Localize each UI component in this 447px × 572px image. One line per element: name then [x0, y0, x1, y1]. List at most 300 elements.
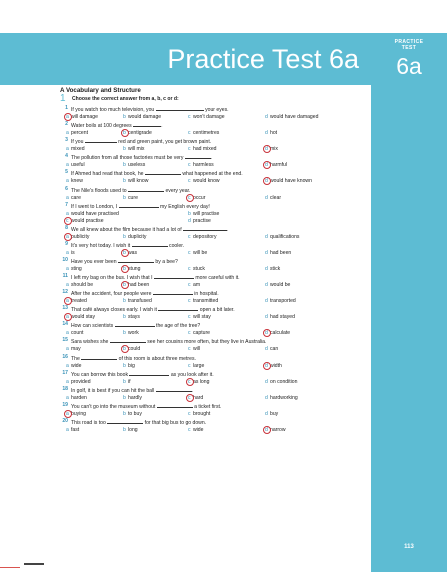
option-text: hardly — [128, 394, 142, 401]
option-letter: c — [188, 114, 191, 121]
question-fragment: In golf, it is best if you can hit the ball — [71, 387, 156, 394]
question-number: 1 — [65, 105, 68, 112]
option-a[interactable] — [66, 346, 81, 353]
question-text — [60, 337, 365, 346]
option-text: had been — [128, 282, 150, 289]
option-letter: c — [188, 249, 191, 256]
option-text: stick — [270, 265, 281, 272]
option-d[interactable] — [265, 130, 277, 137]
option-c[interactable] — [188, 346, 200, 353]
option-text: stays — [128, 314, 140, 321]
option-b[interactable] — [123, 282, 149, 289]
question-fragment: This road is too — [71, 419, 108, 426]
question-fragment: see her cousins more often, but they live in Australia. — [145, 339, 267, 346]
option-text: clear — [270, 194, 282, 201]
option-text: as long — [193, 378, 210, 385]
option-letter: b — [123, 314, 126, 321]
section-title: A Vocabulary and Structure — [60, 87, 141, 94]
question-number: 3 — [65, 137, 68, 144]
option-letter: b — [123, 282, 128, 289]
option-a[interactable] — [66, 146, 85, 153]
question-text — [60, 370, 365, 379]
question-number: 18 — [62, 385, 68, 392]
option-a[interactable] — [66, 411, 86, 418]
option-text: centigrade — [128, 130, 152, 137]
option-letter: d — [265, 282, 268, 289]
answer-blank — [107, 418, 143, 424]
option-c[interactable] — [188, 234, 217, 241]
question-fragment: every year. — [164, 187, 191, 194]
option-text: would know — [193, 178, 220, 185]
option-letter: a — [66, 378, 69, 385]
option-d[interactable] — [265, 266, 280, 273]
option-letter: c — [188, 282, 191, 289]
option-a[interactable] — [66, 130, 88, 137]
option-text: useless — [128, 162, 146, 169]
option-letter: b — [123, 330, 126, 337]
question-item — [60, 169, 365, 185]
question-item — [60, 354, 365, 370]
question-text — [60, 202, 365, 211]
option-text: capture — [193, 330, 210, 337]
question-fragment: How can scientists — [71, 323, 115, 330]
option-text: long — [128, 426, 138, 433]
option-letter: c — [188, 346, 191, 353]
option-b[interactable] — [123, 114, 161, 121]
option-c[interactable] — [188, 266, 205, 273]
option-letter: a — [66, 346, 69, 353]
question-text — [60, 105, 365, 114]
question-number: 4 — [65, 153, 68, 160]
options-row — [60, 314, 365, 321]
practice-test-tag-label: PRACTICE TEST — [394, 39, 424, 51]
option-b[interactable] — [188, 211, 219, 218]
option-letter: a — [66, 330, 69, 337]
option-c[interactable] — [188, 298, 218, 305]
option-d[interactable] — [265, 363, 282, 370]
question-number: 9 — [65, 240, 68, 247]
option-text: may — [71, 346, 81, 353]
option-text: count — [71, 330, 84, 337]
option-text: useful — [71, 162, 85, 169]
question-fragment: in hospital. — [192, 291, 219, 298]
option-text: was — [128, 249, 138, 256]
question-item — [60, 186, 365, 202]
option-a[interactable] — [66, 314, 95, 321]
option-letter: b — [123, 130, 128, 137]
option-letter: c — [188, 330, 191, 337]
options-row — [60, 298, 365, 305]
question-fragment: . — [161, 123, 163, 130]
option-d[interactable] — [265, 146, 278, 153]
option-letter: b — [123, 426, 126, 433]
option-c[interactable] — [188, 411, 210, 418]
option-b[interactable] — [123, 298, 152, 305]
option-d[interactable] — [265, 314, 295, 321]
option-b[interactable] — [123, 427, 138, 434]
page-number: 113 — [404, 544, 414, 550]
question-fragment: of this room is about three metres. — [117, 355, 196, 362]
question-fragment: Water boils at 100 degrees — [71, 123, 134, 130]
option-b[interactable] — [123, 346, 140, 353]
option-text: width — [270, 362, 282, 369]
answer-blank — [145, 169, 181, 175]
option-letter: c — [188, 426, 191, 433]
question-fragment: Have you ever been — [71, 258, 119, 265]
option-text: transported — [270, 298, 296, 305]
option-letter: b — [123, 410, 126, 417]
option-text: harmful — [270, 162, 287, 169]
option-letter: c — [188, 195, 193, 202]
option-d[interactable] — [265, 330, 290, 337]
option-b[interactable] — [123, 411, 142, 418]
option-b[interactable] — [123, 234, 146, 241]
option-d[interactable] — [265, 395, 298, 402]
option-c[interactable] — [188, 250, 207, 257]
question-fragment: If Ahmed had read that book, he — [71, 171, 145, 178]
question-fragment: Sara wishes she — [71, 339, 110, 346]
option-a[interactable] — [66, 427, 79, 434]
question-number: 16 — [62, 353, 68, 360]
question-fragment: If I went to London, I — [71, 203, 119, 210]
question-item — [60, 257, 365, 273]
options-row — [60, 130, 365, 137]
option-letter: c — [188, 162, 191, 169]
option-c[interactable] — [188, 363, 204, 370]
question-fragment: The Nile's floods used to — [71, 187, 129, 194]
option-letter: b — [123, 298, 126, 305]
option-text: harden — [71, 394, 87, 401]
question-text — [60, 121, 365, 130]
answer-blank — [115, 321, 155, 327]
option-text: buying — [71, 410, 87, 417]
option-letter: c — [188, 379, 193, 386]
question-text — [60, 386, 365, 395]
option-a[interactable] — [66, 178, 83, 185]
answer-blank — [110, 337, 146, 343]
practice-test-tag — [371, 33, 447, 79]
question-fragment: . — [191, 387, 194, 394]
answer-blank — [154, 273, 194, 279]
option-c[interactable] — [66, 218, 104, 225]
option-letter: c — [188, 410, 191, 417]
question-item — [60, 418, 365, 434]
question-fragment: You can borrow this book — [71, 371, 130, 378]
question-fragment: If you — [71, 139, 85, 146]
option-letter: c — [188, 146, 191, 153]
option-d[interactable] — [265, 346, 278, 353]
option-text: calculate — [270, 330, 291, 337]
option-text: would practise — [71, 217, 104, 224]
option-c[interactable] — [188, 146, 217, 153]
option-a[interactable] — [66, 250, 75, 257]
question-number: 15 — [62, 337, 68, 344]
option-letter: b — [123, 146, 126, 153]
option-c[interactable] — [188, 427, 203, 434]
option-a[interactable] — [66, 395, 87, 402]
option-letter: b — [123, 266, 128, 273]
option-c[interactable] — [188, 195, 205, 202]
options-row — [60, 346, 365, 353]
answer-blank — [156, 386, 192, 392]
options-row — [60, 363, 365, 370]
option-text: treated — [71, 298, 87, 305]
option-c[interactable] — [188, 330, 210, 337]
option-b[interactable] — [123, 178, 148, 185]
question-fragment: red and green paint, you get brown paint. — [116, 139, 212, 146]
option-text: stuck — [193, 265, 205, 272]
option-a[interactable] — [66, 363, 81, 370]
option-a[interactable] — [66, 298, 87, 305]
option-text: won't damage — [193, 114, 225, 121]
option-b[interactable] — [123, 314, 140, 321]
option-b[interactable] — [123, 395, 142, 402]
option-a[interactable] — [66, 234, 89, 241]
options-row — [60, 250, 365, 257]
option-text: will be — [193, 249, 208, 256]
option-d[interactable] — [188, 218, 211, 225]
option-a[interactable] — [66, 162, 85, 169]
option-d[interactable] — [265, 298, 296, 305]
question-text — [60, 257, 365, 266]
question-fragment: That café always closes early. I wish it — [71, 307, 159, 314]
option-text: harmless — [193, 162, 214, 169]
option-d[interactable] — [265, 427, 286, 434]
option-letter: a — [66, 130, 69, 137]
option-letter: b — [123, 178, 126, 185]
option-text: depository — [193, 233, 217, 240]
option-letter: d — [265, 298, 268, 305]
answer-blank — [158, 305, 198, 311]
option-letter: d — [265, 330, 270, 337]
option-text: to buy — [128, 410, 142, 417]
option-c[interactable] — [188, 314, 211, 321]
option-text: wide — [71, 362, 82, 369]
option-b[interactable] — [123, 130, 152, 137]
option-d[interactable] — [265, 178, 312, 185]
question-text — [60, 241, 365, 250]
option-letter: d — [265, 114, 268, 121]
option-letter: a — [66, 249, 69, 256]
option-text: will mix — [128, 146, 145, 153]
option-c[interactable] — [188, 114, 225, 121]
option-d[interactable] — [265, 234, 299, 241]
option-letter: a — [66, 194, 69, 201]
question-fragment: what happened at the end. — [180, 171, 243, 178]
question-item — [60, 202, 365, 225]
option-text: hot — [270, 130, 278, 137]
option-text: had stayed — [270, 314, 295, 321]
question-fragment: You can't go into the museum without — [71, 403, 157, 410]
options-row — [60, 114, 365, 121]
option-letter: d — [265, 410, 268, 417]
option-d[interactable] — [265, 379, 297, 386]
answer-blank — [129, 370, 169, 376]
option-a[interactable] — [66, 330, 83, 337]
question-fragment: cooler. — [167, 242, 185, 249]
question-fragment: my English every day! — [158, 203, 210, 210]
question-item — [60, 402, 365, 418]
option-letter: a — [66, 178, 69, 185]
answer-blank — [153, 289, 193, 295]
option-text: on condition — [270, 378, 298, 385]
option-a[interactable] — [66, 195, 81, 202]
option-letter: b — [123, 362, 126, 369]
option-c[interactable] — [188, 178, 220, 185]
options-row — [60, 330, 365, 337]
option-letter: d — [265, 233, 268, 240]
option-text: care — [71, 194, 81, 201]
question-fragment: open a bit later. — [198, 307, 235, 314]
option-c[interactable] — [188, 395, 203, 402]
option-text: narrow — [270, 426, 286, 433]
option-b[interactable] — [123, 330, 139, 337]
option-a[interactable] — [66, 379, 91, 386]
option-d[interactable] — [265, 162, 287, 169]
question-item — [60, 370, 365, 386]
option-letter: d — [265, 394, 268, 401]
side-color-bar — [371, 33, 447, 572]
option-text: publicity — [71, 233, 90, 240]
question-number: 13 — [62, 305, 68, 312]
option-text: cure — [128, 194, 138, 201]
question-text — [60, 273, 365, 282]
question-fragment: for that big bus to go down. — [143, 419, 207, 426]
option-letter: b — [123, 162, 126, 169]
option-letter: a — [66, 362, 69, 369]
option-a[interactable] — [66, 211, 119, 218]
option-a[interactable] — [66, 282, 93, 289]
option-letter: a — [66, 265, 69, 272]
option-text: centimetres — [193, 130, 220, 137]
question-item — [60, 337, 365, 353]
option-c[interactable] — [188, 282, 200, 289]
option-d[interactable] — [265, 114, 318, 121]
options-row — [60, 211, 365, 218]
question-item — [60, 225, 365, 241]
option-letter: a — [66, 426, 69, 433]
option-letter: c — [188, 130, 191, 137]
option-text: sting — [71, 265, 82, 272]
question-fragment: I left my bag on the bus. I wish that I — [71, 275, 154, 282]
option-c[interactable] — [188, 162, 214, 169]
option-text: brought — [193, 410, 211, 417]
option-b[interactable] — [123, 379, 131, 386]
option-d[interactable] — [265, 411, 278, 418]
option-letter: d — [265, 346, 268, 353]
question-number: 10 — [62, 256, 68, 263]
option-text: would have practised — [71, 210, 119, 217]
option-text: buy — [270, 410, 279, 417]
option-text: had been — [270, 249, 292, 256]
option-text: occur — [193, 194, 206, 201]
options-row — [60, 395, 365, 402]
option-text: could — [128, 346, 141, 353]
question-item — [60, 241, 365, 257]
answer-blank — [118, 257, 154, 263]
question-text — [60, 169, 365, 178]
question-fragment: as you look after it. — [169, 371, 214, 378]
options-row — [60, 282, 365, 289]
option-letter: a — [66, 314, 71, 321]
option-text: large — [193, 362, 205, 369]
option-letter: c — [188, 265, 191, 272]
option-letter: a — [66, 210, 69, 217]
bottom-rule — [0, 567, 20, 568]
option-text: if — [128, 378, 131, 385]
options-row — [60, 234, 365, 241]
option-text: can — [270, 346, 279, 353]
question-fragment: We all knew about the film because it had a lot of — [71, 226, 184, 233]
question-number: 5 — [65, 169, 68, 176]
exercise-header — [60, 93, 365, 104]
question-fragment: more careful with it. — [193, 275, 240, 282]
option-letter: a — [66, 162, 69, 169]
option-letter: b — [123, 346, 128, 353]
question-fragment: . — [210, 155, 213, 162]
option-letter: c — [188, 178, 191, 185]
answer-blank — [85, 137, 117, 143]
option-text: provided — [71, 378, 91, 385]
option-a[interactable] — [66, 114, 98, 121]
option-c[interactable] — [188, 379, 209, 386]
option-letter: c — [66, 218, 71, 225]
question-fragment: It's very hot today. I wish it — [71, 242, 132, 249]
option-b[interactable] — [123, 146, 144, 153]
option-letter: d — [265, 146, 270, 153]
question-list — [60, 105, 365, 434]
option-text: am — [193, 282, 201, 289]
option-c[interactable] — [188, 130, 219, 137]
question-number: 17 — [62, 369, 68, 376]
option-d[interactable] — [265, 282, 290, 289]
option-text: would damage — [128, 114, 162, 121]
options-row — [60, 178, 365, 185]
option-b[interactable] — [123, 195, 138, 202]
answer-blank — [185, 153, 213, 162]
question-number: 2 — [65, 121, 68, 128]
option-b[interactable] — [123, 266, 140, 273]
answer-blank — [128, 186, 164, 192]
option-text: would stay — [71, 314, 96, 321]
option-b[interactable] — [123, 363, 135, 370]
option-letter: b — [123, 233, 126, 240]
option-text: will stay — [193, 314, 211, 321]
option-text: is — [71, 249, 75, 256]
question-fragment: After the accident, four people were — [71, 291, 153, 298]
question-fragment: The — [71, 355, 82, 362]
option-text: would have known — [270, 178, 312, 185]
option-b[interactable] — [123, 162, 145, 169]
question-fragment: the age of the tree? — [154, 323, 201, 330]
question-item — [60, 289, 365, 305]
option-d[interactable] — [265, 195, 281, 202]
option-d[interactable] — [265, 250, 291, 257]
option-text: practise — [193, 217, 211, 224]
option-letter: c — [188, 362, 191, 369]
question-item — [60, 121, 365, 137]
question-number: 8 — [65, 224, 68, 231]
option-b[interactable] — [123, 250, 137, 257]
option-text: would be — [270, 282, 291, 289]
answer-blank — [183, 225, 227, 231]
question-text — [60, 153, 365, 162]
option-text: transmitted — [193, 298, 219, 305]
options-row — [60, 427, 365, 434]
option-a[interactable] — [66, 266, 82, 273]
option-text: would have damaged — [270, 114, 319, 121]
option-letter: b — [188, 210, 191, 217]
